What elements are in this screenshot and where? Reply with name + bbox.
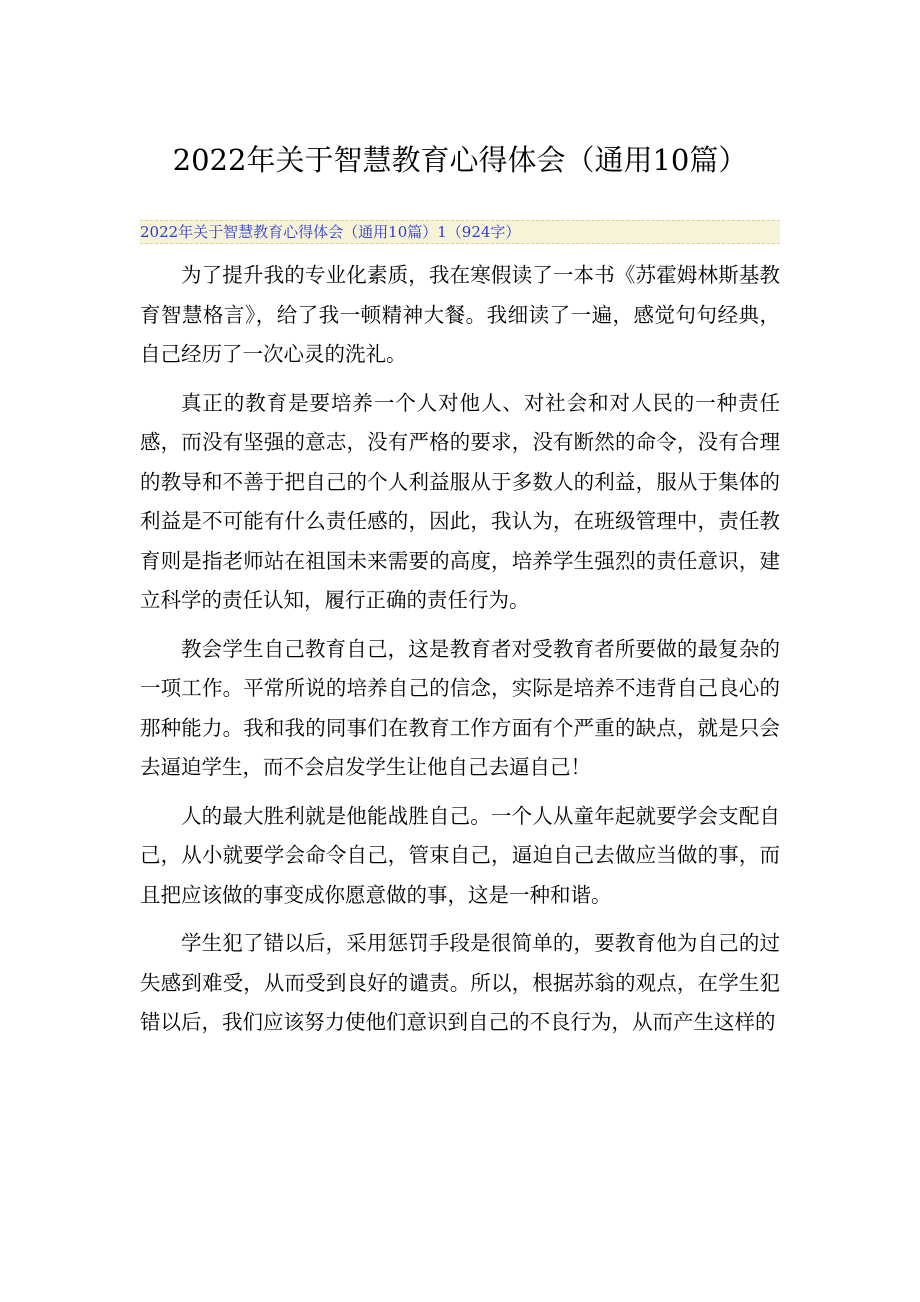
- paragraph-3: 教会学生自己教育自己，这是教育者对受教育者所要做的最复杂的一项工作。平常所说的培养自己的信念，实际是培养不违背自己良心的那种能力。我和我的同事们在教育工作方面有个严重的缺点，就是只会去逼迫学生，而不会启发学生让他自己去逼自己！: [140, 636, 780, 779]
- toc-entry-row: [140, 220, 780, 244]
- toc-entry-link[interactable]: 2022年关于智慧教育心得体会（通用10篇）1（924字）: [140, 223, 521, 241]
- paragraph-5: 学生犯了错以后，采用惩罚手段是很简单的，要教育他为自己的过失感到难受，从而受到良好的谴责。所以，根据苏翁的观点，在学生犯错以后，我们应该努力使他们意识到自己的不良行为，从而产生这样的: [140, 931, 780, 1034]
- paragraph-1: 为了提升我的专业化素质，我在寒假读了一本书《苏霍姆林斯基教育智慧格言》，给了我一顿精神大餐。我细读了一遍，感觉句句经典，自己经历了一次心灵的洗礼。: [140, 263, 780, 366]
- document-body: [140, 256, 780, 1052]
- paragraph-4: 人的最大胜利就是他能战胜自己。一个人从童年起就要学会支配自己，从小就要学会命令自己，管束自己，逼迫自己去做应当做的事，而且把应该做的事变成你愿意做的事，这是一种和谐。: [140, 803, 780, 907]
- document-title: 2022年关于智慧教育心得体会（通用10篇）: [172, 143, 748, 177]
- paragraph-2: 真正的教育是要培养一个人对他人、对社会和对人民的一种责任感，而没有坚强的意志，没有严格的要求，没有断然的命令，没有合理的教导和不善于把自己的个人利益服从于多数人的利益，服从于集体的利益是不可能有什么责任感的，因此，我认为，在班级管理中，责任教育则是指老师站在祖国未来需要的高度，培养学生强烈的责任意识，建立科学的责任认知，履行正确的责任行为。: [140, 390, 780, 612]
